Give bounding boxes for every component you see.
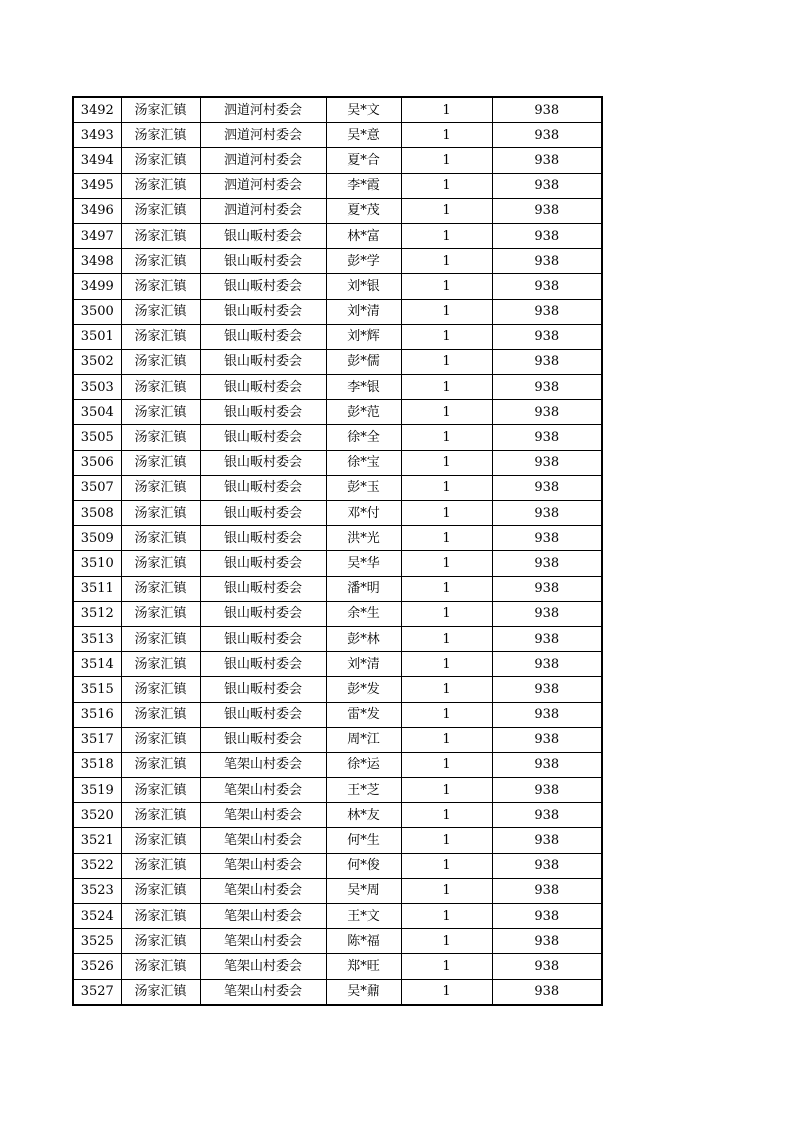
row-number-cell: 3512 — [73, 601, 121, 626]
amount-cell: 938 — [492, 123, 602, 148]
town-cell: 汤家汇镇 — [121, 526, 200, 551]
town-cell: 汤家汇镇 — [121, 828, 200, 853]
row-number-cell: 3504 — [73, 400, 121, 425]
name-cell: 王*芝 — [326, 778, 401, 803]
name-cell: 周*江 — [326, 727, 401, 752]
table-row — [73, 349, 602, 374]
table-row — [73, 576, 602, 601]
town-cell: 汤家汇镇 — [121, 904, 200, 929]
name-cell: 彭*林 — [326, 626, 401, 651]
village-committee-cell: 银山畈村委会 — [200, 626, 326, 651]
name-cell: 徐*运 — [326, 752, 401, 777]
row-number-cell: 3520 — [73, 803, 121, 828]
row-number-cell: 3514 — [73, 652, 121, 677]
amount-cell: 938 — [492, 778, 602, 803]
village-committee-cell: 银山畈村委会 — [200, 223, 326, 248]
name-cell: 彭*发 — [326, 677, 401, 702]
count-cell: 1 — [401, 123, 492, 148]
name-cell: 夏*合 — [326, 148, 401, 173]
count-cell: 1 — [401, 778, 492, 803]
name-cell: 吴*文 — [326, 97, 401, 123]
table-row — [73, 979, 602, 1005]
row-number-cell: 3526 — [73, 954, 121, 979]
town-cell: 汤家汇镇 — [121, 752, 200, 777]
name-cell: 彭*儒 — [326, 349, 401, 374]
village-committee-cell: 笔架山村委会 — [200, 853, 326, 878]
count-cell: 1 — [401, 828, 492, 853]
town-cell: 汤家汇镇 — [121, 148, 200, 173]
name-cell: 夏*茂 — [326, 198, 401, 223]
count-cell: 1 — [401, 299, 492, 324]
row-number-cell: 3521 — [73, 828, 121, 853]
row-number-cell: 3501 — [73, 324, 121, 349]
amount-cell: 938 — [492, 400, 602, 425]
table-row — [73, 400, 602, 425]
town-cell: 汤家汇镇 — [121, 173, 200, 198]
name-cell: 刘*清 — [326, 299, 401, 324]
row-number-cell: 3492 — [73, 97, 121, 123]
village-committee-cell: 笔架山村委会 — [200, 954, 326, 979]
amount-cell: 938 — [492, 223, 602, 248]
count-cell: 1 — [401, 274, 492, 299]
table-row — [73, 450, 602, 475]
village-committee-cell: 笔架山村委会 — [200, 752, 326, 777]
town-cell: 汤家汇镇 — [121, 123, 200, 148]
town-cell: 汤家汇镇 — [121, 601, 200, 626]
village-committee-cell: 泗道河村委会 — [200, 173, 326, 198]
name-cell: 陈*福 — [326, 929, 401, 954]
village-committee-cell: 银山畈村委会 — [200, 576, 326, 601]
amount-cell: 938 — [492, 702, 602, 727]
table-row — [73, 803, 602, 828]
row-number-cell: 3510 — [73, 551, 121, 576]
count-cell: 1 — [401, 400, 492, 425]
name-cell: 吴*意 — [326, 123, 401, 148]
count-cell: 1 — [401, 576, 492, 601]
village-committee-cell: 银山畈村委会 — [200, 727, 326, 752]
row-number-cell: 3495 — [73, 173, 121, 198]
table-row — [73, 551, 602, 576]
amount-cell: 938 — [492, 173, 602, 198]
town-cell: 汤家汇镇 — [121, 677, 200, 702]
row-number-cell: 3516 — [73, 702, 121, 727]
row-number-cell: 3519 — [73, 778, 121, 803]
count-cell: 1 — [401, 450, 492, 475]
town-cell: 汤家汇镇 — [121, 349, 200, 374]
village-committee-cell: 银山畈村委会 — [200, 601, 326, 626]
name-cell: 余*生 — [326, 601, 401, 626]
amount-cell: 938 — [492, 803, 602, 828]
amount-cell: 938 — [492, 425, 602, 450]
village-committee-cell: 泗道河村委会 — [200, 198, 326, 223]
amount-cell: 938 — [492, 148, 602, 173]
amount-cell: 938 — [492, 904, 602, 929]
table-row — [73, 652, 602, 677]
village-committee-cell: 银山畈村委会 — [200, 501, 326, 526]
name-cell: 刘*银 — [326, 274, 401, 299]
count-cell: 1 — [401, 148, 492, 173]
table-row — [73, 727, 602, 752]
name-cell: 李*霞 — [326, 173, 401, 198]
table-row — [73, 526, 602, 551]
town-cell: 汤家汇镇 — [121, 375, 200, 400]
name-cell: 徐*宝 — [326, 450, 401, 475]
village-committee-cell: 笔架山村委会 — [200, 803, 326, 828]
name-cell: 何*生 — [326, 828, 401, 853]
row-number-cell: 3494 — [73, 148, 121, 173]
count-cell: 1 — [401, 702, 492, 727]
table-row — [73, 828, 602, 853]
count-cell: 1 — [401, 223, 492, 248]
count-cell: 1 — [401, 375, 492, 400]
village-committee-cell: 笔架山村委会 — [200, 929, 326, 954]
amount-cell: 938 — [492, 677, 602, 702]
table-row — [73, 501, 602, 526]
table-row — [73, 929, 602, 954]
count-cell: 1 — [401, 501, 492, 526]
amount-cell: 938 — [492, 349, 602, 374]
table-row — [73, 123, 602, 148]
count-cell: 1 — [401, 626, 492, 651]
name-cell: 吴*鼐 — [326, 979, 401, 1005]
table-row — [73, 223, 602, 248]
amount-cell: 938 — [492, 324, 602, 349]
name-cell: 刘*辉 — [326, 324, 401, 349]
count-cell: 1 — [401, 551, 492, 576]
town-cell: 汤家汇镇 — [121, 576, 200, 601]
village-committee-cell: 银山畈村委会 — [200, 349, 326, 374]
name-cell: 洪*光 — [326, 526, 401, 551]
town-cell: 汤家汇镇 — [121, 450, 200, 475]
town-cell: 汤家汇镇 — [121, 652, 200, 677]
amount-cell: 938 — [492, 475, 602, 500]
village-committee-cell: 银山畈村委会 — [200, 400, 326, 425]
row-number-cell: 3506 — [73, 450, 121, 475]
table-row — [73, 853, 602, 878]
count-cell: 1 — [401, 173, 492, 198]
town-cell: 汤家汇镇 — [121, 425, 200, 450]
amount-cell: 938 — [492, 249, 602, 274]
town-cell: 汤家汇镇 — [121, 249, 200, 274]
amount-cell: 938 — [492, 979, 602, 1005]
row-number-cell: 3523 — [73, 878, 121, 903]
town-cell: 汤家汇镇 — [121, 929, 200, 954]
table-row — [73, 878, 602, 903]
name-cell: 王*文 — [326, 904, 401, 929]
table-row — [73, 173, 602, 198]
name-cell: 李*银 — [326, 375, 401, 400]
row-number-cell: 3511 — [73, 576, 121, 601]
amount-cell: 938 — [492, 853, 602, 878]
count-cell: 1 — [401, 526, 492, 551]
name-cell: 徐*全 — [326, 425, 401, 450]
table-row — [73, 626, 602, 651]
village-committee-cell: 银山畈村委会 — [200, 526, 326, 551]
name-cell: 郑*旺 — [326, 954, 401, 979]
row-number-cell: 3496 — [73, 198, 121, 223]
amount-cell: 938 — [492, 878, 602, 903]
town-cell: 汤家汇镇 — [121, 274, 200, 299]
village-committee-cell: 笔架山村委会 — [200, 878, 326, 903]
amount-cell: 938 — [492, 375, 602, 400]
name-cell: 彭*学 — [326, 249, 401, 274]
row-number-cell: 3517 — [73, 727, 121, 752]
amount-cell: 938 — [492, 274, 602, 299]
amount-cell: 938 — [492, 501, 602, 526]
village-committee-cell: 银山畈村委会 — [200, 324, 326, 349]
village-committee-cell: 银山畈村委会 — [200, 475, 326, 500]
amount-cell: 938 — [492, 929, 602, 954]
count-cell: 1 — [401, 878, 492, 903]
town-cell: 汤家汇镇 — [121, 778, 200, 803]
amount-cell: 938 — [492, 450, 602, 475]
village-committee-cell: 笔架山村委会 — [200, 979, 326, 1005]
count-cell: 1 — [401, 752, 492, 777]
town-cell: 汤家汇镇 — [121, 299, 200, 324]
amount-cell: 938 — [492, 526, 602, 551]
town-cell: 汤家汇镇 — [121, 501, 200, 526]
village-committee-cell: 笔架山村委会 — [200, 828, 326, 853]
name-cell: 雷*发 — [326, 702, 401, 727]
count-cell: 1 — [401, 249, 492, 274]
table-row — [73, 475, 602, 500]
name-cell: 邓*付 — [326, 501, 401, 526]
name-cell: 吴*周 — [326, 878, 401, 903]
table-row — [73, 274, 602, 299]
table-row — [73, 198, 602, 223]
data-table — [72, 96, 603, 1006]
name-cell: 彭*玉 — [326, 475, 401, 500]
row-number-cell: 3508 — [73, 501, 121, 526]
village-committee-cell: 银山畈村委会 — [200, 425, 326, 450]
row-number-cell: 3500 — [73, 299, 121, 324]
count-cell: 1 — [401, 677, 492, 702]
name-cell: 何*俊 — [326, 853, 401, 878]
table-row — [73, 778, 602, 803]
count-cell: 1 — [401, 904, 492, 929]
name-cell: 林*富 — [326, 223, 401, 248]
count-cell: 1 — [401, 929, 492, 954]
amount-cell: 938 — [492, 551, 602, 576]
row-number-cell: 3503 — [73, 375, 121, 400]
amount-cell: 938 — [492, 97, 602, 123]
village-committee-cell: 银山畈村委会 — [200, 299, 326, 324]
row-number-cell: 3499 — [73, 274, 121, 299]
town-cell: 汤家汇镇 — [121, 223, 200, 248]
table-row — [73, 249, 602, 274]
amount-cell: 938 — [492, 576, 602, 601]
village-committee-cell: 泗道河村委会 — [200, 123, 326, 148]
village-committee-cell: 笔架山村委会 — [200, 778, 326, 803]
name-cell: 刘*清 — [326, 652, 401, 677]
village-committee-cell: 银山畈村委会 — [200, 249, 326, 274]
village-committee-cell: 银山畈村委会 — [200, 450, 326, 475]
village-committee-cell: 银山畈村委会 — [200, 677, 326, 702]
count-cell: 1 — [401, 652, 492, 677]
village-committee-cell: 笔架山村委会 — [200, 904, 326, 929]
row-number-cell: 3522 — [73, 853, 121, 878]
row-number-cell: 3497 — [73, 223, 121, 248]
table-row — [73, 324, 602, 349]
village-committee-cell: 泗道河村委会 — [200, 148, 326, 173]
table-row — [73, 601, 602, 626]
town-cell: 汤家汇镇 — [121, 853, 200, 878]
count-cell: 1 — [401, 324, 492, 349]
row-number-cell: 3505 — [73, 425, 121, 450]
table-row — [73, 425, 602, 450]
village-committee-cell: 银山畈村委会 — [200, 702, 326, 727]
row-number-cell: 3518 — [73, 752, 121, 777]
town-cell: 汤家汇镇 — [121, 954, 200, 979]
table-row — [73, 702, 602, 727]
name-cell: 吴*华 — [326, 551, 401, 576]
town-cell: 汤家汇镇 — [121, 97, 200, 123]
town-cell: 汤家汇镇 — [121, 878, 200, 903]
amount-cell: 938 — [492, 752, 602, 777]
count-cell: 1 — [401, 601, 492, 626]
name-cell: 彭*范 — [326, 400, 401, 425]
row-number-cell: 3493 — [73, 123, 121, 148]
amount-cell: 938 — [492, 954, 602, 979]
amount-cell: 938 — [492, 727, 602, 752]
row-number-cell: 3525 — [73, 929, 121, 954]
town-cell: 汤家汇镇 — [121, 727, 200, 752]
town-cell: 汤家汇镇 — [121, 324, 200, 349]
count-cell: 1 — [401, 979, 492, 1005]
table-row — [73, 97, 602, 123]
count-cell: 1 — [401, 97, 492, 123]
village-committee-cell: 银山畈村委会 — [200, 551, 326, 576]
town-cell: 汤家汇镇 — [121, 198, 200, 223]
table-row — [73, 148, 602, 173]
row-number-cell: 3527 — [73, 979, 121, 1005]
amount-cell: 938 — [492, 828, 602, 853]
amount-cell: 938 — [492, 652, 602, 677]
table-row — [73, 752, 602, 777]
town-cell: 汤家汇镇 — [121, 551, 200, 576]
count-cell: 1 — [401, 727, 492, 752]
town-cell: 汤家汇镇 — [121, 979, 200, 1005]
table-row — [73, 375, 602, 400]
amount-cell: 938 — [492, 601, 602, 626]
count-cell: 1 — [401, 198, 492, 223]
count-cell: 1 — [401, 475, 492, 500]
row-number-cell: 3507 — [73, 475, 121, 500]
row-number-cell: 3498 — [73, 249, 121, 274]
count-cell: 1 — [401, 853, 492, 878]
table-row — [73, 904, 602, 929]
count-cell: 1 — [401, 425, 492, 450]
table-row — [73, 677, 602, 702]
name-cell: 林*友 — [326, 803, 401, 828]
town-cell: 汤家汇镇 — [121, 702, 200, 727]
town-cell: 汤家汇镇 — [121, 475, 200, 500]
row-number-cell: 3513 — [73, 626, 121, 651]
town-cell: 汤家汇镇 — [121, 626, 200, 651]
row-number-cell: 3515 — [73, 677, 121, 702]
table-body — [73, 97, 602, 1005]
table-row — [73, 954, 602, 979]
town-cell: 汤家汇镇 — [121, 803, 200, 828]
amount-cell: 938 — [492, 626, 602, 651]
row-number-cell: 3509 — [73, 526, 121, 551]
town-cell: 汤家汇镇 — [121, 400, 200, 425]
village-committee-cell: 银山畈村委会 — [200, 375, 326, 400]
village-committee-cell: 银山畈村委会 — [200, 274, 326, 299]
village-committee-cell: 银山畈村委会 — [200, 652, 326, 677]
table-row — [73, 299, 602, 324]
count-cell: 1 — [401, 954, 492, 979]
name-cell: 潘*明 — [326, 576, 401, 601]
row-number-cell: 3524 — [73, 904, 121, 929]
count-cell: 1 — [401, 349, 492, 374]
row-number-cell: 3502 — [73, 349, 121, 374]
amount-cell: 938 — [492, 299, 602, 324]
amount-cell: 938 — [492, 198, 602, 223]
village-committee-cell: 泗道河村委会 — [200, 97, 326, 123]
count-cell: 1 — [401, 803, 492, 828]
